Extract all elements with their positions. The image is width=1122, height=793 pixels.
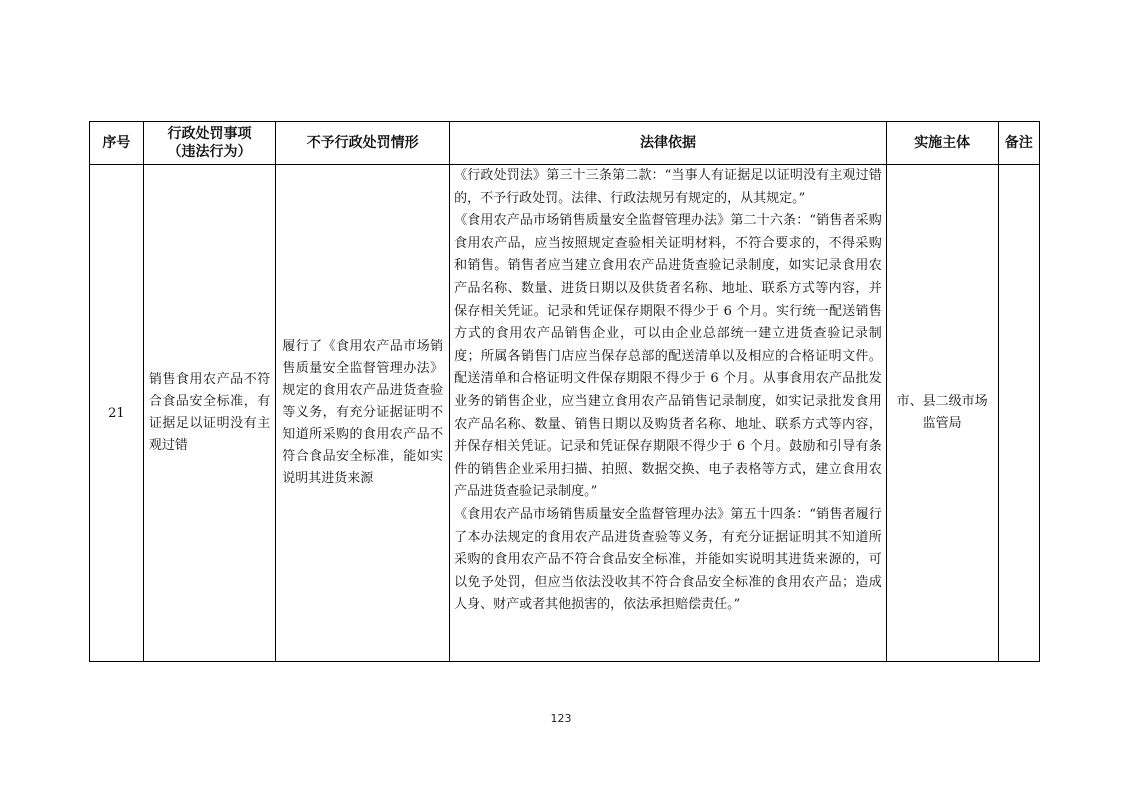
cell-legal-basis (450, 165, 887, 662)
penalty-exemption-table (89, 121, 1040, 662)
page-number: 123 (550, 712, 572, 725)
header-penalty-item (143, 122, 275, 165)
header-penalty-item-line1: 行政处罚事项 (167, 126, 252, 142)
header-exemption-circumstance: 不予行政处罚情形 (276, 122, 450, 165)
header-implementing-body: 实施主体 (886, 122, 998, 165)
table-header-row (90, 122, 1040, 165)
legal-basis-paragraph: 《食用农产品市场销售质量安全监督管理办法》第五十四条：“销售者履行了本办法规定的食用农产品进货查验等义务，有充分证据证明其不知道所采购的食用农产品不符合食品安全标准，并能如实说明其进货来源的，可以免予处罚，但应当依法没收其不符合食品安全标准的食用农产品；造成人身、财产或者其他损害的，依法承担赔偿责任。” (454, 506, 882, 613)
table-row (90, 165, 1040, 662)
header-legal-basis: 法律依据 (450, 122, 887, 165)
header-remarks: 备注 (998, 122, 1039, 165)
header-serial-number: 序号 (90, 122, 144, 165)
cell-implementing-body: 市、县二级市场监管局 (886, 165, 998, 662)
cell-exemption-circumstance: 履行了《食用农产品市场销售质量安全监督管理办法》规定的食用农产品进货查验等义务，有充分证据证明不知道所采购的食用农产品不符合食品安全标准，能如实说明其进货来源 (276, 165, 450, 662)
legal-basis-paragraph: 《食用农产品市场销售质量安全监督管理办法》第二十六条：“销售者采购食用农产品，应当按照规定查验相关证明材料，不符合要求的，不得采购和销售。销售者应当建立食用农产品进货查验记录制度，如实记录食用农产品名称、数量、进货日期以及供货者名称、地址、联系方式等内容，并保存相关凭证。记录和凭证保存期限不得少于 6 个月。实行统一配送销售方式的食用农产品销售企业，可以由企业总部统一建立进货查验记录制度；所属各销售门店应当保存总部的配送清单以及相应的合格证明文件。配送清单和合格证明文件保存期限不得少于 6 个月。从事食用农产品批发业务的销售企业，应当建立食用农产品销售记录制度，如实记录批发食用农产品名称、数量、销售日期以及购货者名称、地址、联系方式等内容，并保存相关凭证。记录和凭证保存期限不得少于 6 个月。鼓励和引导有条件的销售企业采用扫描、拍照、数据交换、电子表格等方式，建立食用农产品进货查验记录制度。” (454, 213, 882, 500)
legal-basis-paragraph: 《行政处罚法》第三十三条第二款：“当事人有证据足以证明没有主观过错的，不予行政处罚。法律、行政法规另有规定的，从其规定。” (454, 168, 882, 206)
header-penalty-item-line2: （违法行为） (167, 144, 252, 160)
cell-serial-number: 21 (90, 165, 144, 662)
cell-remarks (998, 165, 1039, 662)
cell-penalty-item: 销售食用农产品不符合食品安全标准，有证据足以证明没有主观过错 (143, 165, 275, 662)
